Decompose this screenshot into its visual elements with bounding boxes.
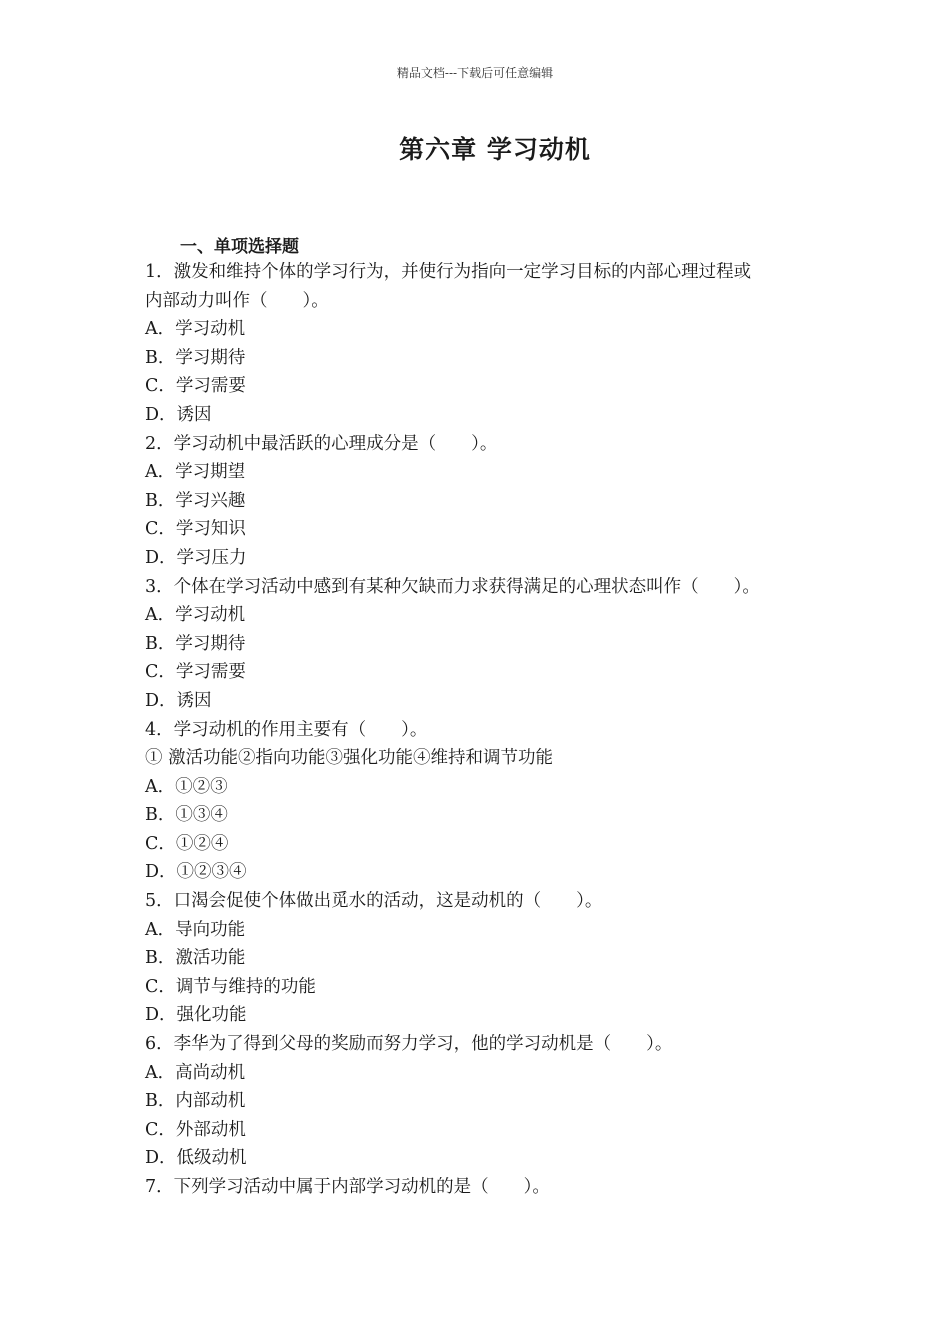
text-line: D．①②③④ <box>145 862 247 883</box>
text-line: B．学习兴趣 <box>145 490 246 511</box>
text-line: 3．个体在学习活动中感到有某种欠缺而力求获得满足的心理状态叫作（ ）。 <box>145 576 760 597</box>
text-line: D．强化功能 <box>145 1005 247 1026</box>
text-line: B．学习期待 <box>145 347 246 368</box>
text-line: B．①③④ <box>145 805 228 826</box>
text-line: A．学习期望 <box>145 462 246 483</box>
text-line: D．诱因 <box>145 404 212 425</box>
text-line: A．①②③ <box>145 776 228 797</box>
text-line: D．低级动机 <box>145 1148 247 1169</box>
text-line: C．学习需要 <box>145 662 246 683</box>
page-header: 精品文档---下载后可任意编辑 <box>396 66 554 80</box>
chapter-title: 第六章 学习动机 <box>399 135 591 164</box>
text-line: C．①②④ <box>145 833 229 854</box>
text-line: 2．学习动机中最活跃的心理成分是（ ）。 <box>145 433 498 454</box>
text-line: D．学习压力 <box>145 547 247 568</box>
text-line: 6．李华为了得到父母的奖励而努力学习，他的学习动机是（ ）。 <box>145 1034 673 1055</box>
text-line: A．高尚动机 <box>145 1062 246 1083</box>
text-line: A．学习动机 <box>145 319 246 340</box>
text-line: A．导向功能 <box>145 919 246 940</box>
text-line: 7．下列学习活动中属于内部学习动机的是（ ）。 <box>145 1177 550 1197</box>
text-line: 5．口渴会促使个体做出觅水的活动，这是动机的（ ）。 <box>145 891 603 912</box>
text-line: B．内部动机 <box>145 1091 246 1112</box>
text-line: C．调节与维持的功能 <box>145 976 316 997</box>
text-line: B．学习期待 <box>145 633 246 654</box>
text-line: ① 激活功能②指向功能③强化功能④维持和调节功能 <box>145 748 554 769</box>
text-line: B．激活功能 <box>145 948 246 969</box>
text-line: A．学习动机 <box>145 605 246 626</box>
text-line: C．学习知识 <box>145 519 246 540</box>
question-list <box>145 258 825 1202</box>
text-line: C．学习需要 <box>145 376 246 397</box>
text-line: D．诱因 <box>145 690 212 711</box>
section-heading: 一、单项选择题 <box>180 237 299 257</box>
text-line: 4．学习动机的作用主要有（ ）。 <box>145 719 428 740</box>
text-line: 内部动力叫作（ ）。 <box>145 290 329 311</box>
text-line: C．外部动机 <box>145 1119 246 1140</box>
text-line: 1．激发和维持个体的学习行为，并使行为指向一定学习目标的内部心理过程或 <box>145 262 752 282</box>
